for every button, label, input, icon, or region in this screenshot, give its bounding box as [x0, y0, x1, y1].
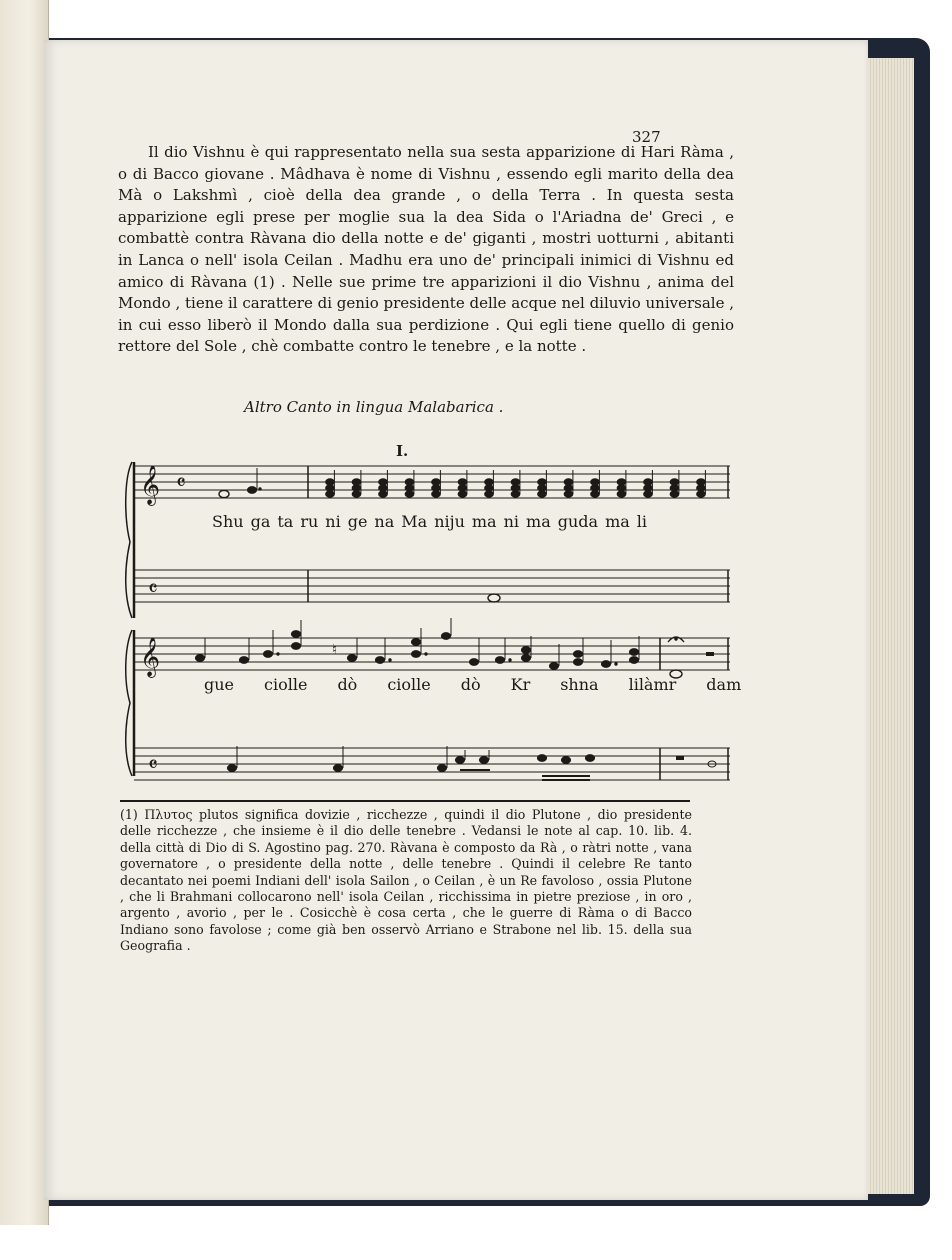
lyric-syllable: ni [503, 512, 520, 531]
verse-number: I. [396, 442, 409, 460]
body-paragraph-text: Il dio Vishnu è qui rappresentato nella sua sesta apparizione di Hari Ràma , o di Bacco giovane . Mâdhava è nome di Vishnu , essendo egli marito della dea Mà o Lakshmì , cioè della dea grande , o della Terra . In questa sesta apparizione egli prese per moglie sua la dea Sida o l'Ariadna de' Greci , e combattè contra Ràvana dio della notte e de' giganti , mostri uotturni , abitanti in Lanca o nell' isola Ceilan . Madhu era uno de' principali inimici di Vishnu ed amico di Ràvana (1) . Nelle sue prime tre apparizioni il dio Vishnu , anima del Mondo , tiene il carattere di genio presidente delle acque nel diluvio universale , in cui esso liberò il Mondo dalla sua perdizione . Qui egli tiene quello di genio rettore del Sole , chè combatte contro le tenebre , e la notte . [118, 143, 734, 356]
note-head [564, 479, 573, 485]
lyric-syllable: ru [300, 512, 319, 531]
note-head [617, 491, 626, 497]
note-head [644, 485, 653, 491]
music-score [120, 458, 740, 798]
note-head [432, 485, 441, 491]
note-head [697, 485, 706, 491]
note-head [591, 491, 600, 497]
lyrics-line-1 [212, 512, 654, 531]
note-head [405, 485, 414, 491]
note-head [591, 485, 600, 491]
lyric-syllable: gue [204, 675, 235, 694]
staff-3 [134, 638, 730, 670]
lyric-syllable: ciolle [264, 675, 308, 694]
note-head [326, 491, 335, 497]
lyric-syllable: dò [337, 675, 358, 694]
note-head [405, 479, 414, 485]
lyric-syllable: shna [560, 675, 599, 694]
lyric-syllable: niju [434, 512, 465, 531]
lyric-syllable: Kr [510, 675, 531, 694]
note-head [485, 485, 494, 491]
note-head [564, 491, 573, 497]
common-time-icon: 𝄴 [148, 577, 158, 602]
note-head [458, 479, 467, 485]
note-head [538, 491, 547, 497]
note-head [538, 479, 547, 485]
note-head [485, 479, 494, 485]
lyric-syllable: Shu [212, 512, 244, 531]
note-head [670, 491, 679, 497]
lyric-syllable: dò [460, 675, 481, 694]
lyric-syllable: na [374, 512, 395, 531]
note-head [458, 491, 467, 497]
lyric-syllable: ga [250, 512, 271, 531]
lyric-syllable: ma [471, 512, 497, 531]
note-head [405, 491, 414, 497]
page-number: 327 [632, 128, 661, 146]
svg-text:♮: ♮ [332, 642, 338, 658]
note-head [326, 479, 335, 485]
lyric-syllable: ma [605, 512, 630, 531]
book-page [44, 40, 868, 1200]
lyric-syllable: ciolle [387, 675, 431, 694]
footnote [120, 807, 692, 955]
lyric-syllable: ta [277, 512, 294, 531]
note-head [326, 485, 335, 491]
body-paragraph [118, 142, 734, 358]
note-head [352, 479, 361, 485]
common-time-icon: 𝄴 [176, 471, 186, 496]
song-title: Altro Canto in lingua Malabarica . [244, 398, 504, 416]
treble-clef-icon: 𝄞 [140, 637, 161, 677]
page-edges [862, 58, 914, 1194]
note-head [670, 485, 679, 491]
note-head [485, 491, 494, 497]
lyric-syllable: ma [526, 512, 551, 531]
note-head [352, 485, 361, 491]
note-head [644, 479, 653, 485]
left-page-edge [0, 0, 49, 1225]
lyric-syllable: li [636, 512, 648, 531]
left-page-text [2, 80, 44, 980]
note-head [379, 485, 388, 491]
note-head [644, 491, 653, 497]
note-head [511, 479, 520, 485]
lyric-syllable: dam [706, 675, 742, 694]
note-head [591, 479, 600, 485]
note-head [697, 479, 706, 485]
lyric-syllable: Ma [401, 512, 428, 531]
staff-4 [134, 748, 730, 780]
note-head [352, 491, 361, 497]
note-head [617, 479, 626, 485]
lyric-syllable: ge [347, 512, 368, 531]
lyric-syllable: guda [557, 512, 599, 531]
footnote-text: (1) Πλυτος plutos significa dovizie , ricchezze , quindi il dio Plutone , dio presidente delle ricchezze , che insieme è il dio delle tenebre . Vedansi le note al cap. 10. lib. 4. della città di Dio di S. Agostino pag. 270. Ràvana è composto da Rà , o ràtri notte , vana governatore , o presidente della notte , delle tenebre . Quindi il celebre Re tanto decantato nei poemi Indiani dell' isola Sailon , o Ceilan , è un Re favoloso , ossia Plutone , che li Brahmani collocarono nell' isola Ceilan , ricchissima in pietre preziose , in oro , argento , avorio , per le . Cosicchè è cosa certa , che le guerre di Ràma o di Bacco Indiano sono favolose ; come già ben osservò Arriano e Strabone nel lib. 15. della sua Geografia . [120, 807, 692, 954]
note-head [432, 479, 441, 485]
note-head [564, 485, 573, 491]
lyrics-line-2 [204, 675, 771, 694]
staff-2 [134, 570, 730, 602]
lyric-syllable: lilàmr [628, 675, 677, 694]
note-head [697, 491, 706, 497]
note-head [458, 485, 467, 491]
note-head [379, 479, 388, 485]
note-head [670, 479, 679, 485]
note-head [379, 491, 388, 497]
footnote-rule [120, 800, 690, 802]
common-time-icon: 𝄴 [148, 753, 158, 778]
note-head [432, 491, 441, 497]
note-head [511, 491, 520, 497]
treble-clef-icon: 𝄞 [140, 465, 161, 505]
note-head [538, 485, 547, 491]
lyric-syllable: ni [325, 512, 341, 531]
note-head [617, 485, 626, 491]
note-head [511, 485, 520, 491]
